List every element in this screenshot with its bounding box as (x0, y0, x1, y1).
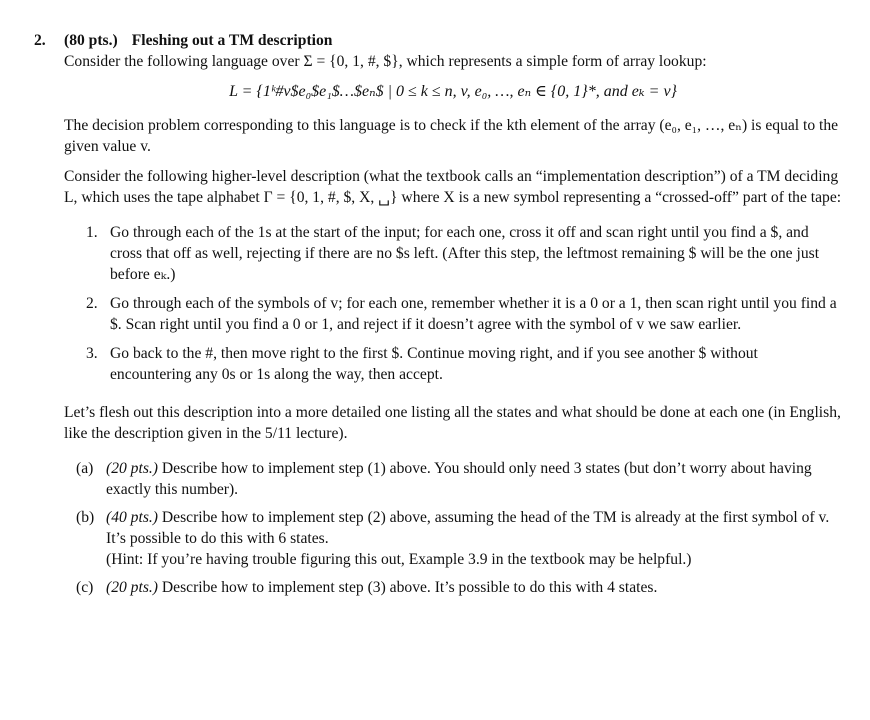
step-number: 1. (86, 224, 98, 241)
part-points: (20 pts.) (106, 579, 158, 596)
step-text: Go through each of the 1s at the start of the input; for each one, cross it off and scan right until you find a $, and cross that off as well, rejecting if there are no $s left. (After this step, the leftmost remaining $ will be the one just before eₖ.) (110, 224, 820, 283)
step-number: 2. (86, 295, 98, 312)
part-item (76, 577, 842, 598)
step-item (86, 343, 842, 385)
problem-title: Fleshing out a TM description (131, 32, 333, 49)
language-definition: L = {1ᵏ#v$e₀$e₁$…$eₙ$ | 0 ≤ k ≤ n, v, e₀, …, eₙ ∈ {0, 1}*, and eₖ = v} (229, 83, 677, 100)
decision-paragraph: The decision problem corresponding to this language is to check if the kth element of the array (e₀, e₁, …, eₙ) is equal to the given value v. (64, 117, 839, 155)
part-item (76, 458, 842, 500)
problem-block (34, 30, 842, 605)
problem-header (34, 30, 842, 51)
step-text: Go through each of the symbols of v; for each one, remember whether it is a 0 or a 1, then scan right until you find a $. Scan right until you find a 0 or 1, and reject if it doesn’t agree with the symbol of v we saw earlier. (110, 295, 837, 333)
part-text: Describe how to implement step (1) above. You should only need 3 states (but don’t worry about having exactly this number). (106, 460, 812, 498)
part-item (76, 507, 842, 570)
part-points: (40 pts.) (106, 509, 158, 526)
problem-heading (64, 30, 842, 51)
part-text: Describe how to implement step (2) above, assuming the head of the TM is already at the first symbol of v. It’s possible to do this with 6 states. (106, 509, 830, 547)
problem-number: 2. (34, 32, 46, 49)
step-number: 3. (86, 345, 98, 362)
flesh-out-paragraph: Let’s flesh out this description into a more detailed one listing all the states and what should be done at each one (in English, like the description given in the 5/11 lecture). (64, 404, 841, 442)
part-points: (20 pts.) (106, 460, 158, 477)
step-item (86, 222, 842, 285)
intro-paragraph: Consider the following language over Σ = {0, 1, #, $}, which represents a simple form of array lookup: (64, 53, 707, 70)
step-text: Go back to the #, then move right to the first $. Continue moving right, and if you see another $ without encountering any 0s or 1s along the way, then accept. (110, 345, 758, 383)
part-text: Describe how to implement step (3) above. It’s possible to do this with 4 states. (161, 579, 658, 596)
implementation-paragraph: Consider the following higher-level description (what the textbook calls an “implementation description”) of a TM deciding L, which uses the tape alphabet Γ = {0, 1, #, $, X, ␣} where X is a new symbol representing a “crossed-off” part of the tape: (64, 168, 842, 206)
part-hint: (Hint: If you’re having trouble figuring this out, Example 3.9 in the textbook may be helpful.) (106, 551, 692, 568)
part-label: (a) (76, 460, 94, 477)
part-label: (c) (76, 579, 94, 596)
parts-list (76, 458, 842, 598)
problem-points: (80 pts.) (64, 32, 118, 49)
step-list (86, 222, 842, 385)
part-label: (b) (76, 509, 95, 526)
step-item (86, 293, 842, 335)
